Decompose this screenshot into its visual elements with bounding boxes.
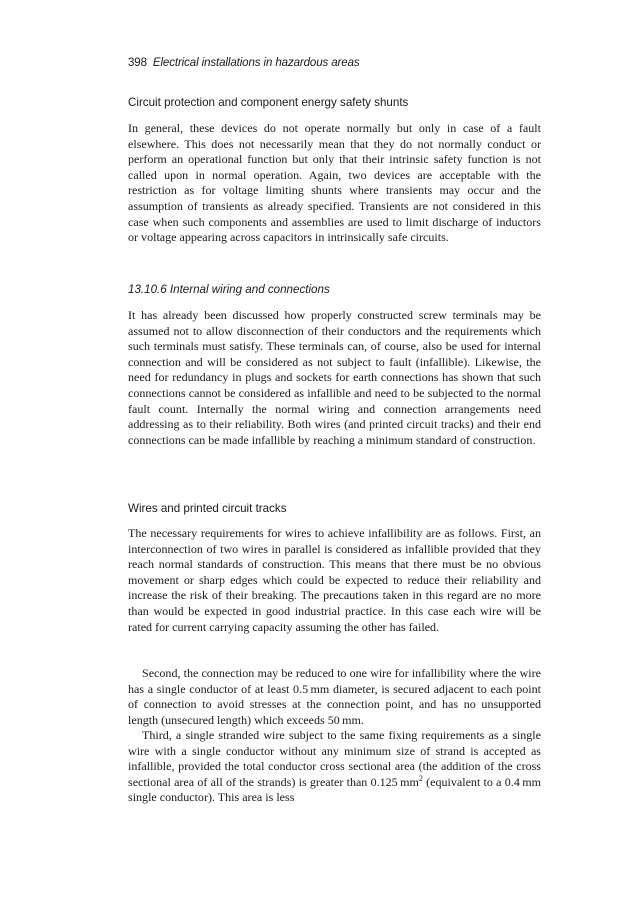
section-heading-internal-wiring: 13.10.6 Internal wiring and connections <box>128 283 330 296</box>
paragraph-internal-wiring: It has already been discussed how properly constructed screw terminals may be assumed not to allow disconnection of their conductors and the requirements which such terminals must satisfy. These terminals can, of course, also be used for internal connection and will be considered as not subject to fault (infallible). Likewise, the need for redundancy in plugs and sockets for earth connections has shown that such connections cannot be considered as infallible and need to be subjected to the normal fault count. Internally the normal wiring and connection arrangements need addressing as to their reliability. Both wires (and printed circuit tracks) and their end connections can be made infallible by reaching a minimum standard of construction. <box>128 308 541 447</box>
stranded-text-part1: Third, a single stranded wire subject to the same fixing requirements as a single wire with a single conductor without any minimum size of strand is accepted as infallible, provided the total conductor cross sectional area (the addition of the cross sectional area of all of the strands) is greater than 0.125 mm <box>128 728 541 789</box>
page-number: 398 <box>128 57 147 69</box>
stranded-text-part2: (equivalent to a 0.4 mm single conductor). This area is less <box>128 774 541 805</box>
running-header <box>128 56 541 70</box>
section-heading-circuit-protection: Circuit protection and component energy safety shunts <box>128 96 409 109</box>
paragraph-wires-requirements: The necessary requirements for wires to achieve infallibility are as follows. First, an interconnection of two wires in parallel is considered as infallible provided that they reach normal standards of construction. This means that there must be no obvious movement or sharp edges which could be expected to reduce their reliability and increase the risk of their breaking. The precautions taken in this regard are no more than would be expected in good industrial practice. In this case each wire will be rated for current carrying capacity assuming the other has failed. <box>128 526 541 634</box>
paragraph-single-wire: Second, the connection may be reduced to one wire for infallibility where the wire has a single conductor of at least 0.5 mm diameter, is secured adjacent to each point of connection to avoid stresses at the connection point, and has no unsupported length (unsecured length) which exceeds 50 mm. <box>128 666 541 727</box>
paragraph-circuit-protection: In general, these devices do not operate normally but only in case of a fault elsewhere. This does not necessarily mean that they do not normally conduct or perform an operational function but only that their intrinsic safety function is not called upon in normal operation. Again, two devices are acceptable with the restriction as for voltage limiting shunts where transients may occur and the assumption of transients as already specified. Transients are not considered in this case when such components and assemblies are used to limit discharge of inductors or voltage appearing across capacitors in intrinsically safe circuits. <box>128 121 541 245</box>
paragraph-stranded-wire <box>128 728 541 806</box>
book-title: Electrical installations in hazardous areas <box>152 57 360 69</box>
superscript-squared: 2 <box>418 773 423 783</box>
section-heading-wires-tracks: Wires and printed circuit tracks <box>128 502 287 515</box>
